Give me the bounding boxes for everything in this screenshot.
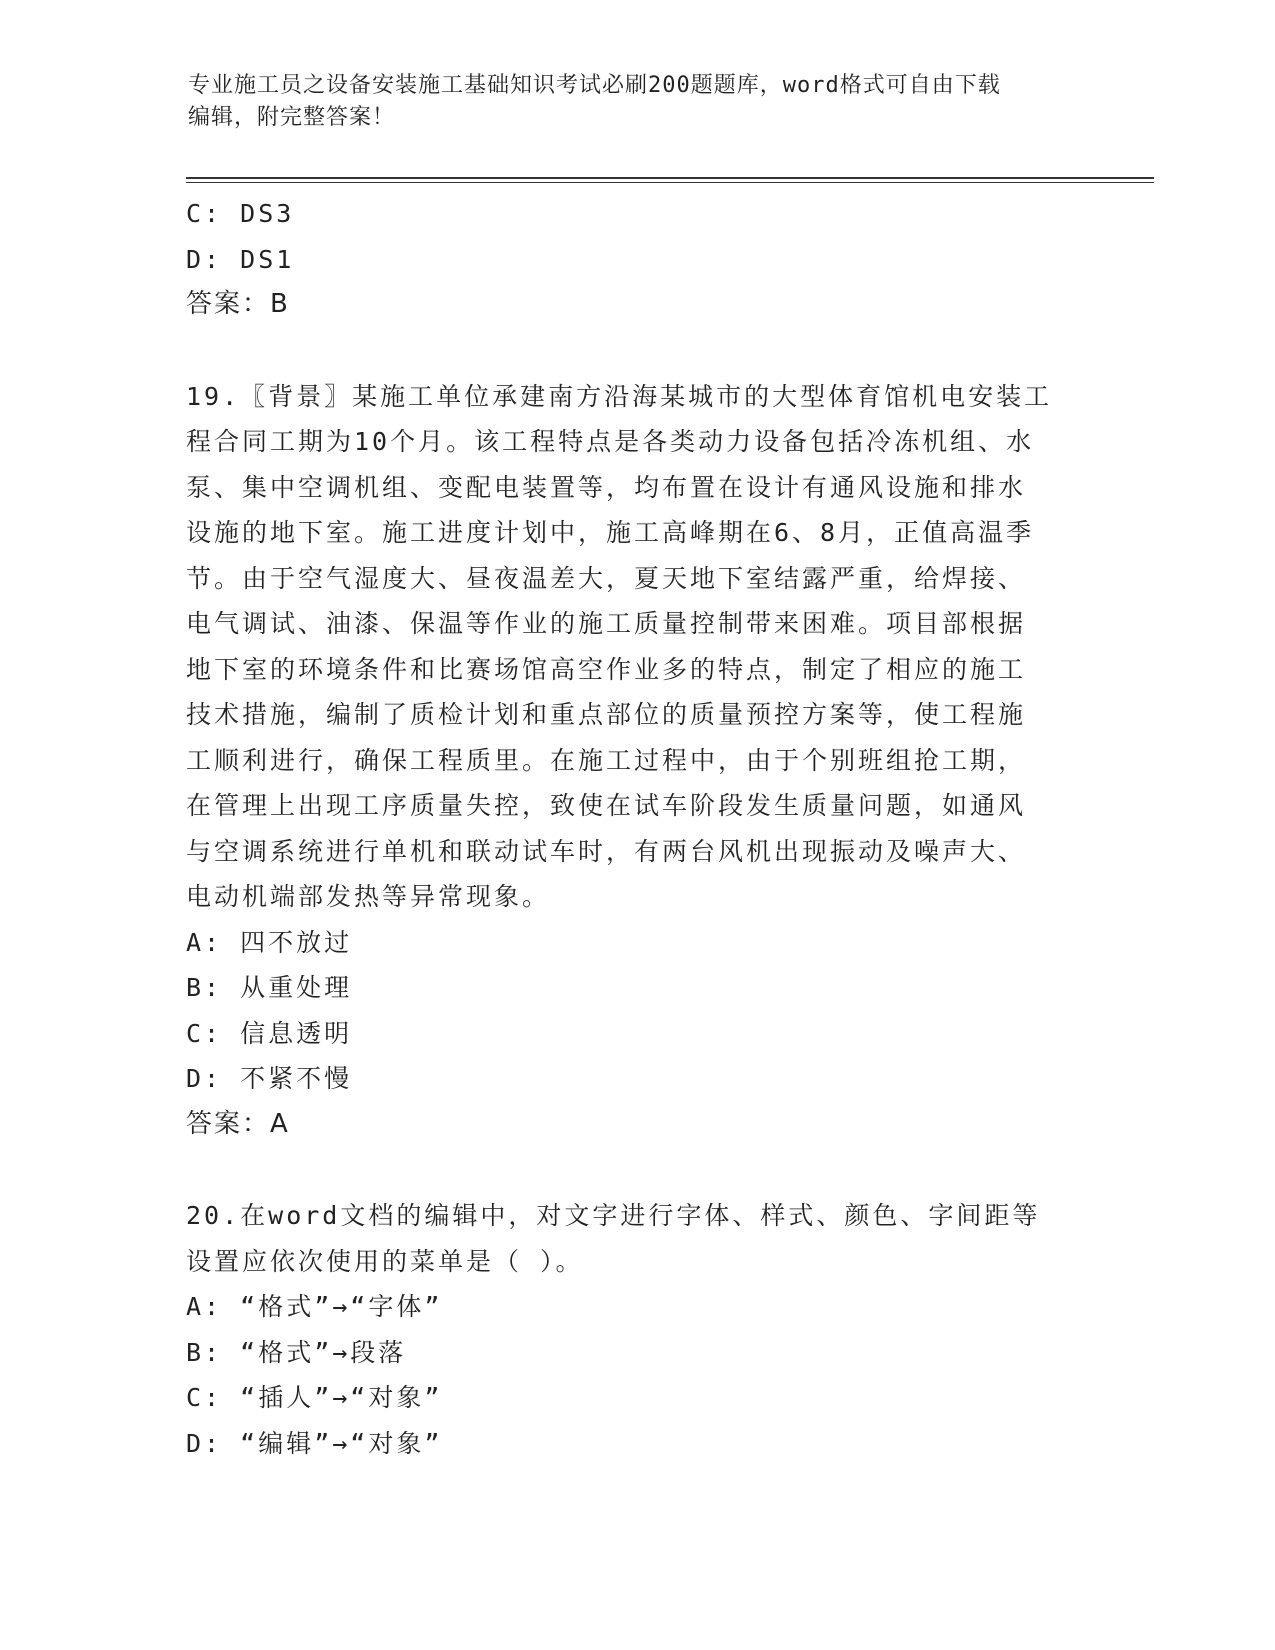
option-b: B: 从重处理 bbox=[186, 973, 353, 1002]
header-rule-thick bbox=[186, 177, 1154, 179]
question-stem bbox=[186, 374, 1086, 920]
stem-line: 电气调试、油漆、保温等作业的施工质量控制带来困难。项目部根据 bbox=[186, 609, 1027, 638]
header-title-line-2: 编辑，附完整答案！ bbox=[188, 105, 396, 130]
option-a: A: “格式”→“字体” bbox=[186, 1292, 443, 1321]
stem-line: 20.在word文档的编辑中，对文字进行字体、样式、颜色、字间距等 bbox=[186, 1201, 1041, 1230]
question-19 bbox=[186, 374, 1086, 1148]
question-18-tail bbox=[186, 191, 1086, 328]
option-d: D: DS1 bbox=[186, 244, 295, 274]
question-spacer bbox=[186, 1147, 1086, 1193]
option-d: D: “编辑”→“对象” bbox=[186, 1428, 443, 1458]
stem-line: 泵、集中空调机组、变配电装置等，均布置在设计有通风设施和排水 bbox=[186, 472, 1027, 502]
stem-line: 电动机端部发热等异常现象。 bbox=[186, 882, 551, 911]
question-20 bbox=[186, 1193, 1086, 1466]
header-title-line-1: 专业施工员之设备安装施工基础知识考试必刷200题题库，word格式可自由下载 bbox=[188, 73, 1001, 98]
stem-line: 地下室的环境条件和比赛场馆高空作业多的特点，制定了相应的施工 bbox=[186, 654, 1027, 684]
stem-line: 与空调系统进行单机和联动试车时，有两台风机出现振动及噪声大、 bbox=[186, 836, 1027, 866]
stem-line: 技术措施，编制了质检计划和重点部位的质量预控方案等，使工程施 bbox=[186, 700, 1027, 729]
answer-line: 答案：A bbox=[186, 1108, 290, 1139]
answer-line: 答案：B bbox=[186, 289, 290, 319]
option-a: A: 四不放过 bbox=[186, 927, 353, 957]
stem-line: 程合同工期为10个月。该工程特点是各类动力设备包括冷冻机组、水 bbox=[186, 427, 1035, 456]
question-content bbox=[186, 191, 1086, 1466]
question-stem bbox=[186, 1193, 1086, 1284]
header-rule-thin bbox=[186, 182, 1154, 183]
option-d: D: 不紧不慢 bbox=[186, 1064, 353, 1093]
stem-line: 在管理上出现工序质量失控，致使在试车阶段发生质量问题，如通风 bbox=[186, 791, 1027, 820]
option-c: C: 信息透明 bbox=[186, 1018, 353, 1048]
stem-line: 工顺利进行，确保工程质里。在施工过程中，由于个别班组抢工期， bbox=[186, 745, 1027, 775]
stem-line: 设施的地下室。施工进度计划中，施工高峰期在6、8月，正值高温季 bbox=[186, 518, 1035, 547]
option-b: B: “格式”→段落 bbox=[186, 1337, 407, 1367]
page-header bbox=[188, 70, 1088, 134]
stem-line: 设置应依次使用的菜单是（ ）。 bbox=[186, 1246, 584, 1276]
option-c: C: “插人”→“对象” bbox=[186, 1383, 443, 1412]
option-c: C: DS3 bbox=[186, 199, 295, 228]
question-spacer bbox=[186, 328, 1086, 374]
stem-line: 节。由于空气湿度大、昼夜温差大，夏天地下室结露严重，给焊接、 bbox=[186, 563, 1027, 593]
stem-line: 19.〖背景〗某施工单位承建南方沿海某城市的大型体育馆机电安装工 bbox=[186, 381, 1053, 411]
